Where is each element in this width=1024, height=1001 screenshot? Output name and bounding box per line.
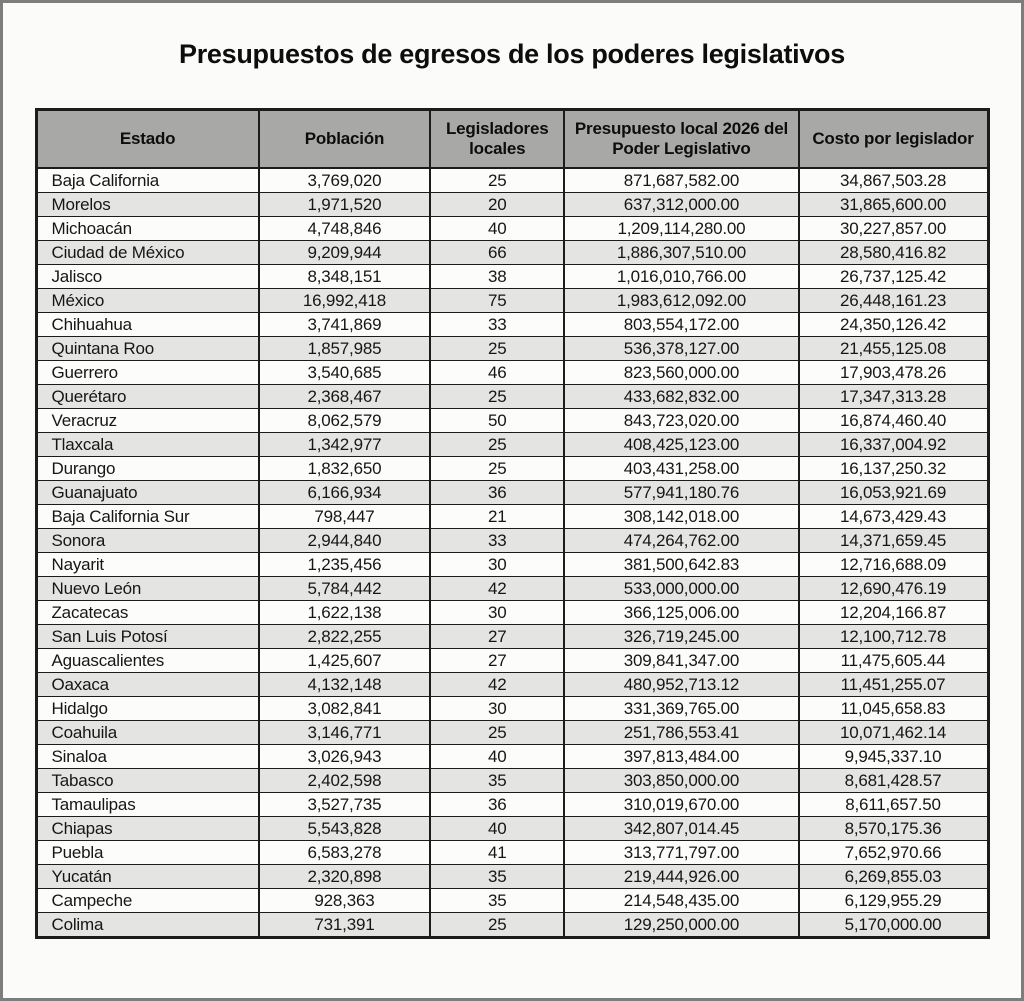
column-header-presupuesto-local-2026: Presupuesto local 2026 del Poder Legislativo — [564, 110, 798, 169]
table-row — [36, 745, 988, 769]
cell-costo: 9,945,337.10 — [799, 745, 988, 769]
cell-poblacion: 928,363 — [259, 889, 430, 913]
cell-legisladores: 42 — [430, 577, 564, 601]
cell-costo: 26,448,161.23 — [799, 289, 988, 313]
table-row — [36, 865, 988, 889]
table-row — [36, 673, 988, 697]
table-row — [36, 289, 988, 313]
cell-costo: 5,170,000.00 — [799, 913, 988, 938]
cell-legisladores: 27 — [430, 649, 564, 673]
cell-presupuesto: 331,369,765.00 — [564, 697, 798, 721]
cell-poblacion: 3,527,735 — [259, 793, 430, 817]
cell-estado: Guanajuato — [36, 481, 259, 505]
cell-legisladores: 42 — [430, 673, 564, 697]
cell-estado: Baja California — [36, 168, 259, 193]
cell-poblacion: 4,132,148 — [259, 673, 430, 697]
table-row — [36, 168, 988, 193]
cell-estado: Colima — [36, 913, 259, 938]
column-header-legisladores-locales: Legisladores locales — [430, 110, 564, 169]
cell-poblacion: 1,235,456 — [259, 553, 430, 577]
table-header — [36, 110, 988, 169]
budget-table — [35, 108, 990, 939]
cell-poblacion: 2,368,467 — [259, 385, 430, 409]
cell-presupuesto: 303,850,000.00 — [564, 769, 798, 793]
cell-poblacion: 731,391 — [259, 913, 430, 938]
cell-estado: Quintana Roo — [36, 337, 259, 361]
cell-presupuesto: 433,682,832.00 — [564, 385, 798, 409]
cell-costo: 14,371,659.45 — [799, 529, 988, 553]
cell-presupuesto: 536,378,127.00 — [564, 337, 798, 361]
cell-costo: 16,137,250.32 — [799, 457, 988, 481]
cell-costo: 8,570,175.36 — [799, 817, 988, 841]
table-row — [36, 841, 988, 865]
cell-legisladores: 30 — [430, 601, 564, 625]
cell-legisladores: 40 — [430, 217, 564, 241]
cell-estado: Chihuahua — [36, 313, 259, 337]
cell-costo: 12,100,712.78 — [799, 625, 988, 649]
cell-costo: 16,053,921.69 — [799, 481, 988, 505]
cell-costo: 11,451,255.07 — [799, 673, 988, 697]
cell-legisladores: 35 — [430, 889, 564, 913]
cell-legisladores: 21 — [430, 505, 564, 529]
cell-legisladores: 30 — [430, 553, 564, 577]
cell-costo: 11,045,658.83 — [799, 697, 988, 721]
cell-legisladores: 25 — [430, 913, 564, 938]
cell-presupuesto: 1,983,612,092.00 — [564, 289, 798, 313]
cell-costo: 34,867,503.28 — [799, 168, 988, 193]
cell-estado: Tamaulipas — [36, 793, 259, 817]
cell-poblacion: 2,320,898 — [259, 865, 430, 889]
cell-presupuesto: 308,142,018.00 — [564, 505, 798, 529]
table-row — [36, 337, 988, 361]
cell-legisladores: 66 — [430, 241, 564, 265]
cell-legisladores: 40 — [430, 745, 564, 769]
cell-estado: San Luis Potosí — [36, 625, 259, 649]
cell-presupuesto: 803,554,172.00 — [564, 313, 798, 337]
table-row — [36, 793, 988, 817]
cell-poblacion: 798,447 — [259, 505, 430, 529]
cell-presupuesto: 397,813,484.00 — [564, 745, 798, 769]
cell-estado: Querétaro — [36, 385, 259, 409]
cell-presupuesto: 1,209,114,280.00 — [564, 217, 798, 241]
cell-estado: Durango — [36, 457, 259, 481]
cell-estado: Morelos — [36, 193, 259, 217]
cell-presupuesto: 214,548,435.00 — [564, 889, 798, 913]
cell-presupuesto: 533,000,000.00 — [564, 577, 798, 601]
cell-costo: 16,874,460.40 — [799, 409, 988, 433]
page-title: Presupuestos de egresos de los poderes legislativos — [179, 39, 845, 69]
cell-costo: 17,347,313.28 — [799, 385, 988, 409]
cell-costo: 7,652,970.66 — [799, 841, 988, 865]
cell-estado: Tlaxcala — [36, 433, 259, 457]
cell-legisladores: 25 — [430, 385, 564, 409]
cell-estado: México — [36, 289, 259, 313]
cell-presupuesto: 251,786,553.41 — [564, 721, 798, 745]
table-row — [36, 625, 988, 649]
cell-legisladores: 75 — [430, 289, 564, 313]
table-row — [36, 697, 988, 721]
table-row — [36, 913, 988, 938]
cell-costo: 26,737,125.42 — [799, 265, 988, 289]
cell-estado: Nuevo León — [36, 577, 259, 601]
table-row — [36, 721, 988, 745]
cell-costo: 10,071,462.14 — [799, 721, 988, 745]
cell-costo: 14,673,429.43 — [799, 505, 988, 529]
cell-presupuesto: 823,560,000.00 — [564, 361, 798, 385]
cell-costo: 16,337,004.92 — [799, 433, 988, 457]
column-header-estado: Estado — [36, 110, 259, 169]
cell-estado: Aguascalientes — [36, 649, 259, 673]
cell-poblacion: 6,166,934 — [259, 481, 430, 505]
cell-poblacion: 1,342,977 — [259, 433, 430, 457]
cell-poblacion: 8,348,151 — [259, 265, 430, 289]
cell-legisladores: 33 — [430, 313, 564, 337]
table-row — [36, 505, 988, 529]
header-row — [36, 110, 988, 169]
cell-costo: 12,690,476.19 — [799, 577, 988, 601]
cell-presupuesto: 129,250,000.00 — [564, 913, 798, 938]
cell-poblacion: 8,062,579 — [259, 409, 430, 433]
cell-costo: 11,475,605.44 — [799, 649, 988, 673]
cell-poblacion: 2,822,255 — [259, 625, 430, 649]
cell-estado: Ciudad de México — [36, 241, 259, 265]
table-row — [36, 361, 988, 385]
cell-legisladores: 50 — [430, 409, 564, 433]
cell-legisladores: 25 — [430, 457, 564, 481]
table-row — [36, 601, 988, 625]
cell-poblacion: 5,784,442 — [259, 577, 430, 601]
cell-legisladores: 25 — [430, 168, 564, 193]
cell-poblacion: 3,146,771 — [259, 721, 430, 745]
cell-costo: 28,580,416.82 — [799, 241, 988, 265]
cell-estado: Yucatán — [36, 865, 259, 889]
cell-legisladores: 25 — [430, 433, 564, 457]
cell-estado: Michoacán — [36, 217, 259, 241]
cell-costo: 31,865,600.00 — [799, 193, 988, 217]
table-row — [36, 241, 988, 265]
cell-presupuesto: 342,807,014.45 — [564, 817, 798, 841]
cell-legisladores: 30 — [430, 697, 564, 721]
table-row — [36, 649, 988, 673]
cell-poblacion: 16,992,418 — [259, 289, 430, 313]
cell-costo: 17,903,478.26 — [799, 361, 988, 385]
cell-costo: 6,129,955.29 — [799, 889, 988, 913]
cell-legisladores: 25 — [430, 337, 564, 361]
cell-poblacion: 1,857,985 — [259, 337, 430, 361]
cell-estado: Sinaloa — [36, 745, 259, 769]
cell-estado: Tabasco — [36, 769, 259, 793]
cell-estado: Chiapas — [36, 817, 259, 841]
cell-estado: Jalisco — [36, 265, 259, 289]
table-row — [36, 769, 988, 793]
cell-costo: 12,204,166.87 — [799, 601, 988, 625]
cell-legisladores: 35 — [430, 865, 564, 889]
cell-poblacion: 6,583,278 — [259, 841, 430, 865]
table-row — [36, 529, 988, 553]
cell-presupuesto: 309,841,347.00 — [564, 649, 798, 673]
table-row — [36, 265, 988, 289]
cell-presupuesto: 871,687,582.00 — [564, 168, 798, 193]
cell-poblacion: 9,209,944 — [259, 241, 430, 265]
cell-poblacion: 3,741,869 — [259, 313, 430, 337]
table-row — [36, 481, 988, 505]
cell-presupuesto: 313,771,797.00 — [564, 841, 798, 865]
table-row — [36, 457, 988, 481]
cell-estado: Nayarit — [36, 553, 259, 577]
table-row — [36, 313, 988, 337]
cell-presupuesto: 843,723,020.00 — [564, 409, 798, 433]
cell-estado: Puebla — [36, 841, 259, 865]
cell-presupuesto: 408,425,123.00 — [564, 433, 798, 457]
cell-poblacion: 3,082,841 — [259, 697, 430, 721]
cell-presupuesto: 480,952,713.12 — [564, 673, 798, 697]
cell-costo: 12,716,688.09 — [799, 553, 988, 577]
column-header-poblacion: Población — [259, 110, 430, 169]
cell-legisladores: 25 — [430, 721, 564, 745]
cell-presupuesto: 637,312,000.00 — [564, 193, 798, 217]
cell-estado: Sonora — [36, 529, 259, 553]
cell-estado: Oaxaca — [36, 673, 259, 697]
cell-poblacion: 3,026,943 — [259, 745, 430, 769]
table-row — [36, 553, 988, 577]
cell-legisladores: 41 — [430, 841, 564, 865]
cell-costo: 8,681,428.57 — [799, 769, 988, 793]
cell-presupuesto: 403,431,258.00 — [564, 457, 798, 481]
cell-presupuesto: 1,016,010,766.00 — [564, 265, 798, 289]
table-body — [36, 168, 988, 938]
cell-legisladores: 35 — [430, 769, 564, 793]
cell-estado: Veracruz — [36, 409, 259, 433]
cell-poblacion: 1,622,138 — [259, 601, 430, 625]
cell-costo: 24,350,126.42 — [799, 313, 988, 337]
table-row — [36, 193, 988, 217]
cell-costo: 8,611,657.50 — [799, 793, 988, 817]
cell-presupuesto: 381,500,642.83 — [564, 553, 798, 577]
table-row — [36, 385, 988, 409]
table-row — [36, 409, 988, 433]
cell-presupuesto: 219,444,926.00 — [564, 865, 798, 889]
cell-costo: 30,227,857.00 — [799, 217, 988, 241]
cell-legisladores: 20 — [430, 193, 564, 217]
column-header-costo-por-legislador: Costo por legislador — [799, 110, 988, 169]
cell-presupuesto: 310,019,670.00 — [564, 793, 798, 817]
cell-poblacion: 3,769,020 — [259, 168, 430, 193]
cell-estado: Guerrero — [36, 361, 259, 385]
cell-estado: Zacatecas — [36, 601, 259, 625]
cell-legisladores: 33 — [430, 529, 564, 553]
table-row — [36, 817, 988, 841]
cell-legisladores: 27 — [430, 625, 564, 649]
cell-presupuesto: 366,125,006.00 — [564, 601, 798, 625]
cell-poblacion: 3,540,685 — [259, 361, 430, 385]
cell-legisladores: 46 — [430, 361, 564, 385]
cell-poblacion: 1,971,520 — [259, 193, 430, 217]
cell-poblacion: 1,425,607 — [259, 649, 430, 673]
cell-costo: 6,269,855.03 — [799, 865, 988, 889]
cell-presupuesto: 474,264,762.00 — [564, 529, 798, 553]
cell-estado: Campeche — [36, 889, 259, 913]
cell-estado: Hidalgo — [36, 697, 259, 721]
cell-poblacion: 4,748,846 — [259, 217, 430, 241]
cell-legisladores: 36 — [430, 793, 564, 817]
table-row — [36, 217, 988, 241]
cell-poblacion: 1,832,650 — [259, 457, 430, 481]
cell-poblacion: 2,402,598 — [259, 769, 430, 793]
cell-poblacion: 2,944,840 — [259, 529, 430, 553]
cell-poblacion: 5,543,828 — [259, 817, 430, 841]
table-row — [36, 577, 988, 601]
cell-presupuesto: 1,886,307,510.00 — [564, 241, 798, 265]
cell-estado: Baja California Sur — [36, 505, 259, 529]
cell-legisladores: 38 — [430, 265, 564, 289]
cell-estado: Coahuila — [36, 721, 259, 745]
cell-legisladores: 36 — [430, 481, 564, 505]
table-row — [36, 889, 988, 913]
cell-legisladores: 40 — [430, 817, 564, 841]
cell-presupuesto: 577,941,180.76 — [564, 481, 798, 505]
cell-costo: 21,455,125.08 — [799, 337, 988, 361]
table-row — [36, 433, 988, 457]
cell-presupuesto: 326,719,245.00 — [564, 625, 798, 649]
